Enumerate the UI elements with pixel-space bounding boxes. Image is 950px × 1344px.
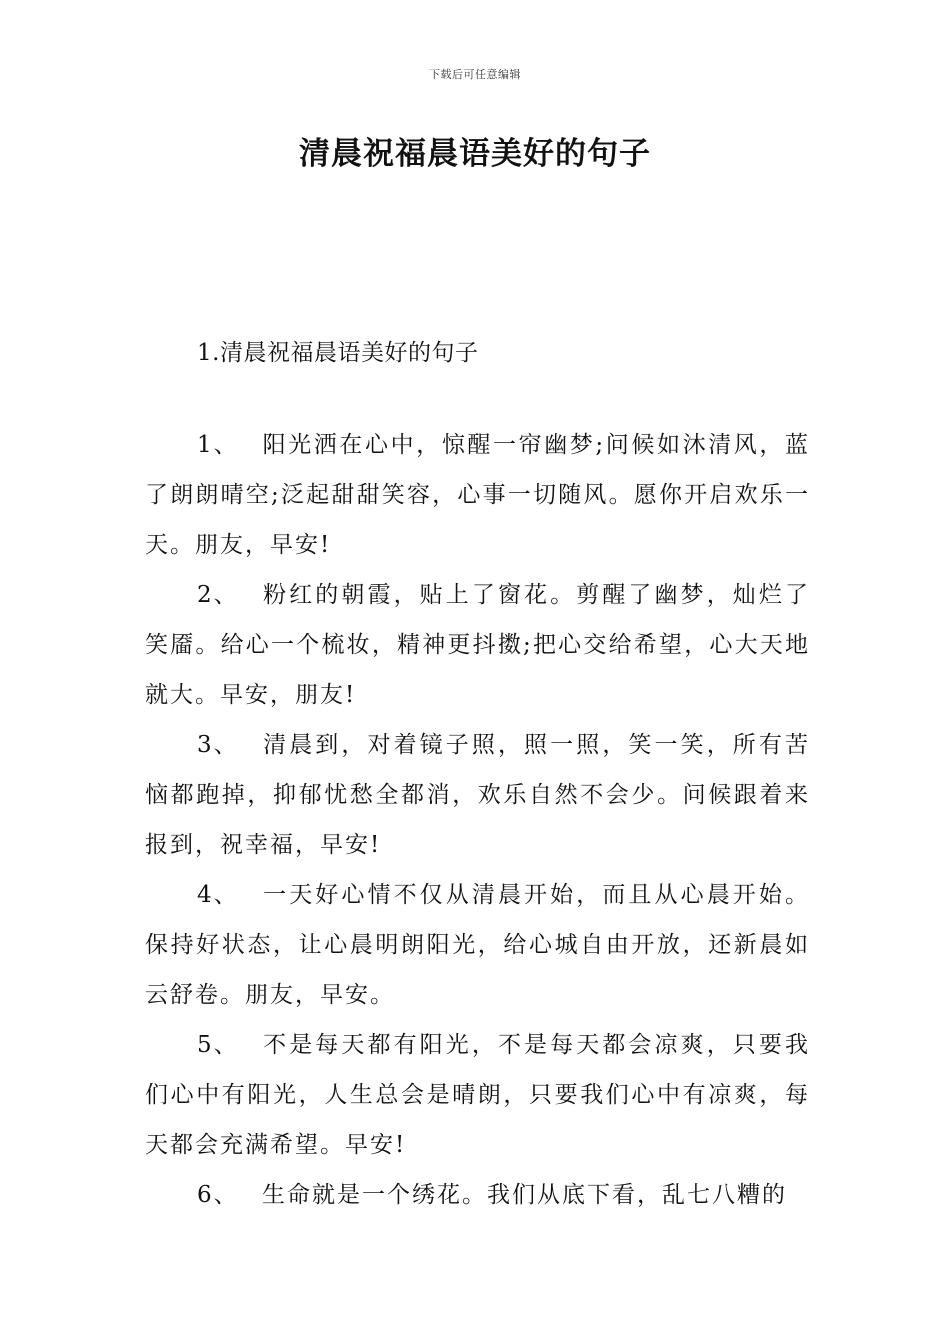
item-number: 4、: [197, 882, 239, 908]
item-number: 3、: [197, 732, 239, 758]
item-text: 粉红的朝霞，贴上了窗花。剪醒了幽梦，灿烂了笑靥。给心一个梳妆，精神更抖擞;把心交给希望，心大天地就大。早安，朋友!: [145, 582, 810, 708]
item-text: 清晨到，对着镜子照，照一照，笑一笑，所有苦恼都跑掉，抑郁忧愁全都消，欢乐自然不会少。问候跟着来报到，祝幸福，早安!: [145, 732, 810, 858]
section-heading: 1.清晨祝福晨语美好的句子: [197, 340, 479, 366]
item-number: 6、: [197, 1182, 239, 1208]
item-text: 生命就是一个绣花。我们从底下看，乱七八糟的: [262, 1182, 787, 1208]
list-item: [145, 570, 810, 720]
item-number: 1、: [197, 432, 239, 458]
list-item: [145, 720, 810, 870]
item-text: 阳光洒在心中，惊醒一帘幽梦;问候如沐清风，蓝了朗朗晴空;泛起甜甜笑容，心事一切随风。愿你开启欢乐一天。朋友，早安!: [145, 432, 810, 558]
item-text: 不是每天都有阳光，不是每天都会凉爽，只要我们心中有阳光，人生总会是晴朗，只要我们心中有凉爽，每天都会充满希望。早安!: [145, 1032, 810, 1158]
list-item: [145, 1020, 810, 1170]
list-item: [145, 870, 810, 1020]
body-text: [145, 420, 810, 1220]
item-number: 5、: [197, 1032, 239, 1058]
list-item: [145, 1170, 810, 1220]
item-number: 2、: [197, 582, 239, 608]
header-note: 下载后可任意编辑: [429, 68, 521, 81]
document-title: 清晨祝福晨语美好的句子: [299, 136, 651, 172]
item-text: 一天好心情不仅从清晨开始，而且从心晨开始。保持好状态，让心晨明朗阳光，给心城自由开放，还新晨如云舒卷。朋友，早安。: [145, 882, 810, 1008]
list-item: [145, 420, 810, 570]
